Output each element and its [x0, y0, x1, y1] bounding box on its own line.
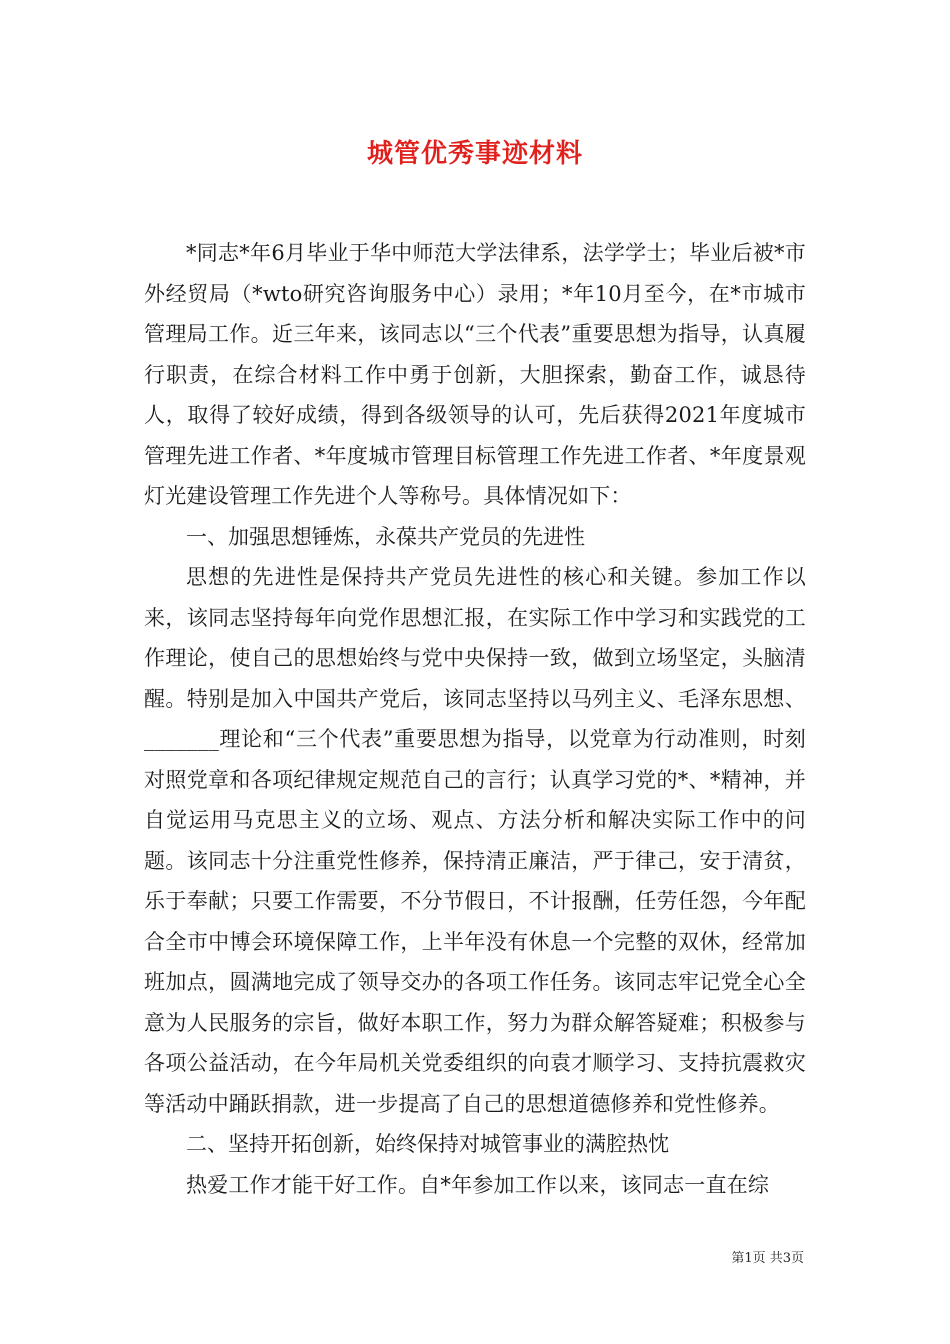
- section-1-paragraph: 思想的先进性是保持共产党员先进性的核心和关键。参加工作以来，该同志坚持每年向党作思想汇报，在实际工作中学习和实践党的工作理论，使自己的思想始终与党中央保持一致，做到立场坚定，头脑清醒。特别是加入中国共产党后，该同志坚持以马列主义、毛泽东思想、_______理论和“三个代表”重要思想为指导，以党章为行动准则，时刻对照党章和各项纪律规定规范自己的言行；认真学习党的*、*精神，并自觉运用马克思主义的立场、观点、方法分析和解决实际工作中的问题。该同志十分注重党性修养，保持清正廉洁，严于律己，安于清贫，乐于奉献；只要工作需要，不分节假日，不计报酬，任劳任怨，今年配合全市中博会环境保障工作，上半年没有休息一个完整的双休，经常加班加点，圆满地完成了领导交办的各项工作任务。该同志牢记党全心全意为人民服务的宗旨，做好本职工作，努力为群众解答疑难；积极参与各项公益活动，在今年局机关党委组织的向袁才顺学习、支持抗震救灾等活动中踊跃捐款，进一步提高了自己的思想道德修养和党性修养。: [144, 565, 806, 1116]
- intro-paragraph: *同志*年6月毕业于华中师范大学法律系，法学学士；毕业后被*市外经贸局（*wto研究咨询服务中心）录用；*年10月至今，在*市城市管理局工作。近三年来，该同志以“三个代表”重要思想为指导，认真履行职责，在综合材料工作中勇于创新，大胆探索，勤奋工作，诚恳待人，取得了较好成绩，得到各级领导的认可，先后获得2021年度城市管理先进工作者、*年度城市管理目标管理工作先进工作者、*年度景观灯光建设管理工作先进个人等称号。具体情况如下：: [144, 241, 806, 508]
- document-title: 城管优秀事迹材料: [366, 139, 583, 169]
- section-heading-2: 二、坚持开拓创新，始终保持对城管事业的满腔热忱: [186, 1132, 669, 1156]
- section-2-paragraph: 热爱工作才能干好工作。自*年参加工作以来，该同志一直在综: [186, 1172, 770, 1197]
- page-indicator: 第1页 共3页: [731, 1251, 804, 1266]
- document-body: [144, 233, 806, 1205]
- section-heading-1: 一、加强思想锤炼，永葆共产党员的先进性: [186, 524, 585, 549]
